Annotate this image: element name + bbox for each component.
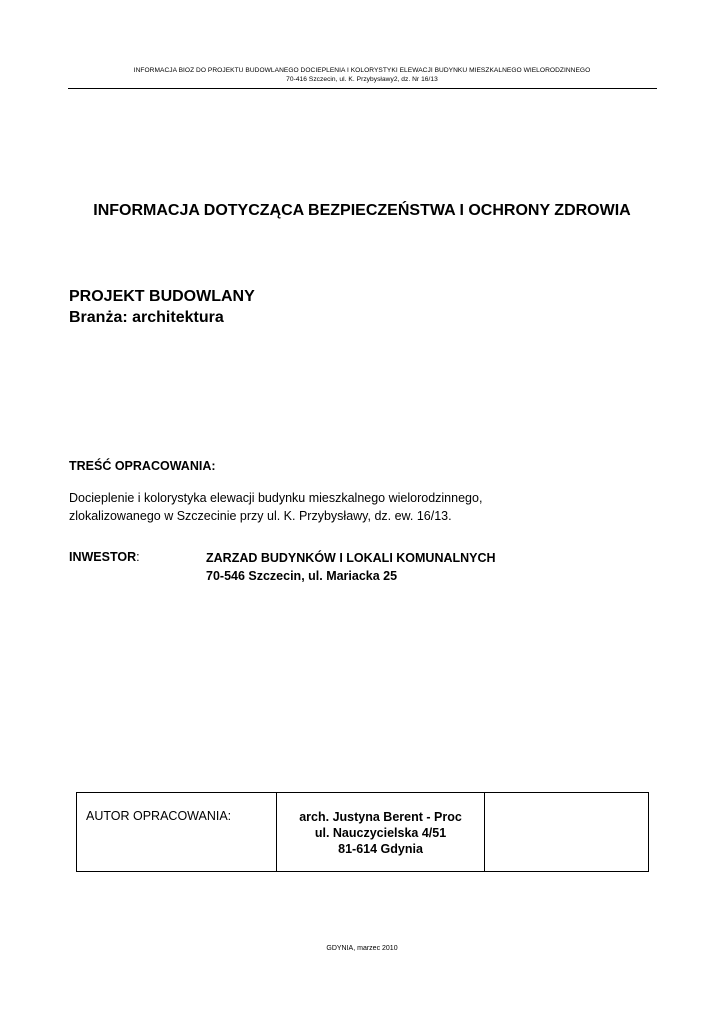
header-line-2: 70-416 Szczecin, ul. K. Przybysławy2, dz. Nr 16/13 (286, 76, 438, 83)
content-description (69, 489, 669, 525)
header-divider (68, 88, 657, 89)
project-branch: Branża: architektura (69, 309, 224, 326)
author-row (77, 793, 649, 872)
content-line-2: zlokalizowanego w Szczecinie przy ul. K. Przybysławy, dz. ew. 16/13. (69, 509, 452, 523)
document-title: INFORMACJA DOTYCZĄCA BEZPIECZEŃSTWA I OCHRONY ZDROWIA (93, 202, 631, 219)
author-label-cell (77, 793, 277, 872)
investor-address: 70-546 Szczecin, ul. Mariacka 25 (206, 569, 398, 583)
project-type: PROJEKT BUDOWLANY (69, 288, 255, 305)
author-signature-cell (484, 793, 648, 872)
investor-label-text: INWESTOR (69, 550, 137, 564)
page-header (68, 66, 656, 84)
investor-details (206, 549, 496, 585)
page-footer: GDYNIA, marzec 2010 (326, 945, 398, 952)
author-value-cell (277, 793, 484, 872)
header-line-1: INFORMACJA BIOZ DO PROJEKTU BUDOWLANEGO DOCIEPLENIA I KOLORYSTYKI ELEWACJI BUDYNKU MIESZKALNEGO WIELORODZINNEGO (133, 67, 591, 74)
author-street: ul. Nauczycielska 4/51 (314, 826, 447, 840)
investor-label (69, 549, 140, 566)
content-label: TREŚĆ OPRACOWANIA: (69, 459, 216, 473)
investor-name: ZARZAD BUDYNKÓW I LOKALI KOMUNALNYCH (206, 551, 496, 565)
investor-label-colon: : (136, 550, 140, 564)
author-name: arch. Justyna Berent - Proc (299, 810, 462, 824)
author-city: 81-614 Gdynia (338, 842, 423, 856)
content-line-1: Docieplenie i kolorystyka elewacji budynku mieszkalnego wielorodzinnego, (69, 491, 483, 505)
author-label: AUTOR OPRACOWANIA: (86, 809, 232, 823)
author-table (76, 792, 649, 872)
